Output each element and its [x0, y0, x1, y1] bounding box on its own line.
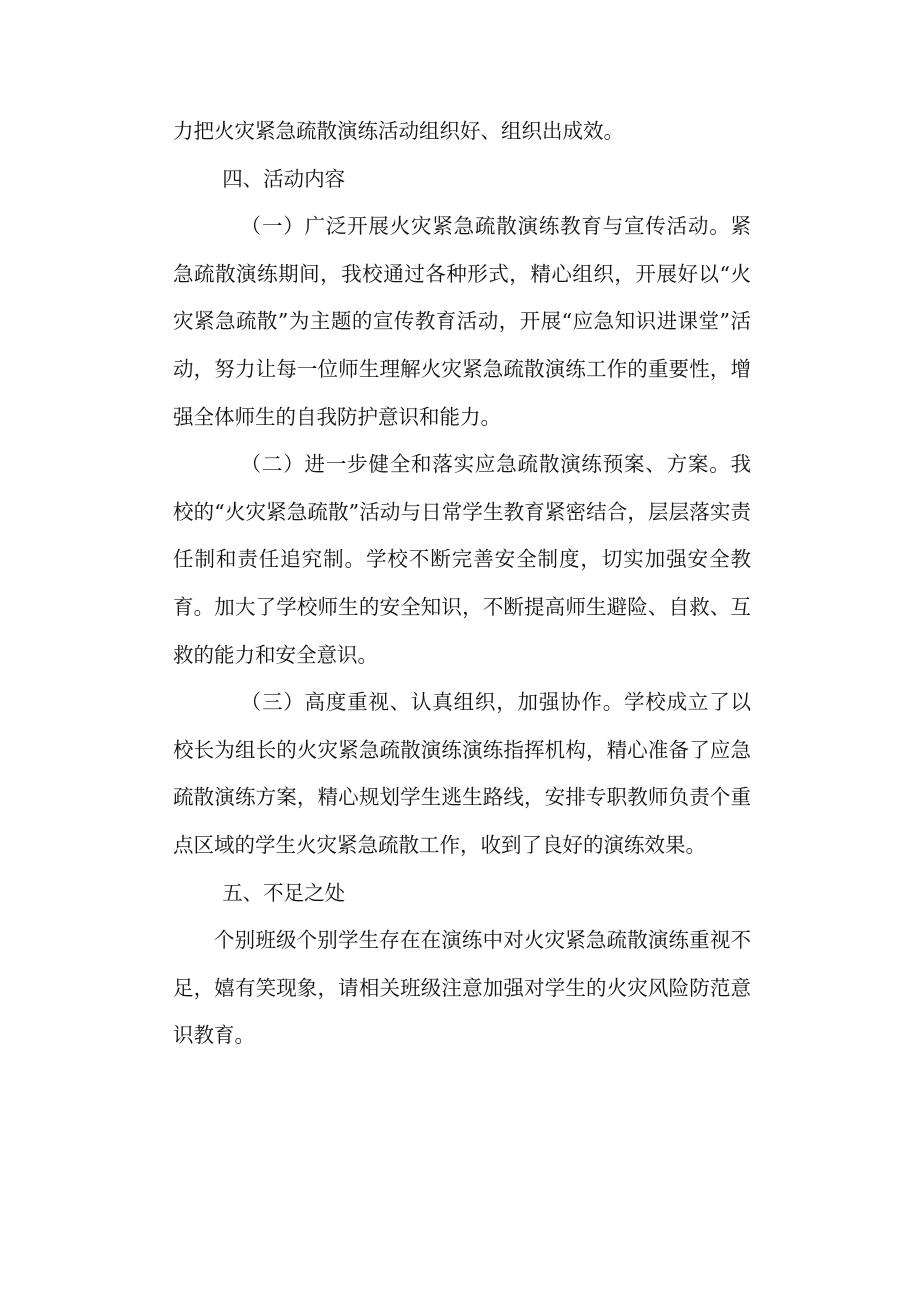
paragraph-continuation: 力把火灾紧急疏散演练活动组织好、组织出成效。 — [173, 119, 624, 143]
section-heading-activity-content: 四、活动内容 — [222, 166, 346, 191]
paragraph-item-1: （一）广泛开展火灾紧急疏散演练教育与宣传活动。紧急疏散演练期间，我校通过各种形式，精心组织，开展好以“火灾紧急疏散”为主题的宣传教育活动，开展“应急知识进课堂”活动，努力让每一位师生理解火灾紧急疏散演练工作的重要性，增强全体师生的自我防护意识和能力。 — [173, 214, 751, 429]
paragraph-item-2: （二）进一步健全和落实应急疏散演练预案、方案。我校的“火灾紧急疏散”活动与日常学生教育紧密结合，层层落实责任制和责任追究制。学校不断完善安全制度，切实加强安全教育。加大了学校师生的安全知识，不断提高师生避险、自救、互救的能力和安全意识。 — [173, 452, 751, 667]
section-heading-shortcomings: 五、不足之处 — [222, 880, 346, 905]
document-body — [173, 108, 751, 1060]
paragraph-shortcomings: 个别班级个别学生存在在演练中对火灾紧急疏散演练重视不足，嬉有笑现象，请相关班级注意加强对学生的火灾风险防范意识教育。 — [173, 928, 751, 1048]
paragraph-item-3: （三）高度重视、认真组织，加强协作。学校成立了以校长为组长的火灾紧急疏散演练演练指挥机构，精心准备了应急疏散演练方案，精心规划学生逃生路线，安排专职教师负责个重点区域的学生火灾紧急疏散工作，收到了良好的演练效果。 — [173, 690, 751, 857]
